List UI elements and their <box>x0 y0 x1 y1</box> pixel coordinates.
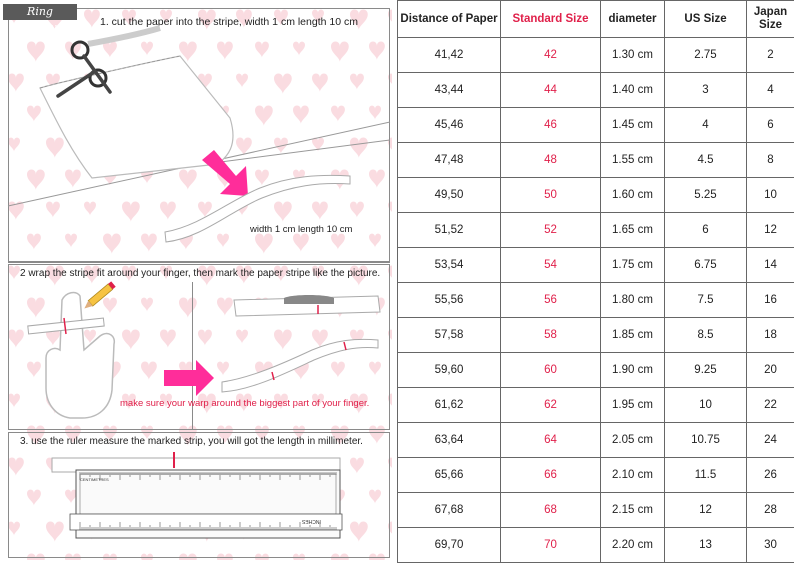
header-diameter: diameter <box>601 1 665 38</box>
step1-dimension-note: width 1 cm length 10 cm <box>250 224 352 235</box>
cell-us-size: 12 <box>665 493 747 528</box>
cell-us-size: 10 <box>665 388 747 423</box>
cell-us-size: 7.5 <box>665 283 747 318</box>
cell-standard-size: 54 <box>501 248 601 283</box>
table-row <box>398 528 794 563</box>
cell-japan-size: 24 <box>747 423 794 458</box>
table-row <box>398 388 794 423</box>
cell-standard-size: 66 <box>501 458 601 493</box>
cell-distance-of-paper: 67,68 <box>398 493 501 528</box>
cell-japan-size: 30 <box>747 528 794 563</box>
step3-instruction: 3. use the ruler measure the marked strip, you will got the length in millimeter. <box>20 436 363 447</box>
table-row <box>398 38 794 73</box>
cell-distance-of-paper: 69,70 <box>398 528 501 563</box>
cell-japan-size: 20 <box>747 353 794 388</box>
table-row <box>398 213 794 248</box>
step1-instruction: 1. cut the paper into the stripe, width 1 cm length 10 cm <box>100 16 358 28</box>
cell-distance-of-paper: 53,54 <box>398 248 501 283</box>
cell-standard-size: 56 <box>501 283 601 318</box>
step1-paper-stripe <box>165 175 350 242</box>
table-row <box>398 73 794 108</box>
cell-diameter: 1.80 cm <box>601 283 665 318</box>
cell-diameter: 2.20 cm <box>601 528 665 563</box>
cell-diameter: 2.10 cm <box>601 458 665 493</box>
cell-standard-size: 58 <box>501 318 601 353</box>
cell-us-size: 2.75 <box>665 38 747 73</box>
cell-diameter: 1.60 cm <box>601 178 665 213</box>
cell-standard-size: 52 <box>501 213 601 248</box>
cell-japan-size: 16 <box>747 283 794 318</box>
pencil-icon <box>82 281 116 311</box>
cell-japan-size: 6 <box>747 108 794 143</box>
cell-diameter: 1.95 cm <box>601 388 665 423</box>
cell-us-size: 3 <box>665 73 747 108</box>
cell-us-size: 10.75 <box>665 423 747 458</box>
cell-us-size: 9.25 <box>665 353 747 388</box>
cell-standard-size: 42 <box>501 38 601 73</box>
table-row <box>398 248 794 283</box>
cell-standard-size: 68 <box>501 493 601 528</box>
cell-diameter: 1.45 cm <box>601 108 665 143</box>
step2-warning-note: make sure your warp around the biggest part of your finger. <box>120 398 369 409</box>
ruler-illustration <box>52 452 342 538</box>
cell-japan-size: 10 <box>747 178 794 213</box>
cell-diameter: 1.65 cm <box>601 213 665 248</box>
step2-curved-strip <box>222 339 378 392</box>
table-row <box>398 108 794 143</box>
cell-distance-of-paper: 65,66 <box>398 458 501 493</box>
cell-distance-of-paper: 61,62 <box>398 388 501 423</box>
cell-japan-size: 22 <box>747 388 794 423</box>
cell-us-size: 11.5 <box>665 458 747 493</box>
cell-standard-size: 44 <box>501 73 601 108</box>
table-row <box>398 423 794 458</box>
cell-standard-size: 62 <box>501 388 601 423</box>
cell-japan-size: 8 <box>747 143 794 178</box>
cell-distance-of-paper: 49,50 <box>398 178 501 213</box>
cell-us-size: 8.5 <box>665 318 747 353</box>
ruler-centimetres-label: CENTIMETRES <box>80 477 109 482</box>
header-japan-size: Japan Size <box>747 1 794 38</box>
cell-diameter: 1.90 cm <box>601 353 665 388</box>
cell-distance-of-paper: 63,64 <box>398 423 501 458</box>
cell-distance-of-paper: 45,46 <box>398 108 501 143</box>
cell-us-size: 6 <box>665 213 747 248</box>
table-row <box>398 493 794 528</box>
cell-japan-size: 18 <box>747 318 794 353</box>
cell-standard-size: 70 <box>501 528 601 563</box>
table-row <box>398 458 794 493</box>
paper-sheet-illustration <box>40 28 233 178</box>
table-row <box>398 178 794 213</box>
cell-distance-of-paper: 51,52 <box>398 213 501 248</box>
cell-diameter: 2.15 cm <box>601 493 665 528</box>
cell-distance-of-paper: 57,58 <box>398 318 501 353</box>
cell-standard-size: 60 <box>501 353 601 388</box>
cell-diameter: 1.85 cm <box>601 318 665 353</box>
ring-size-table-container <box>397 0 794 560</box>
ruler-inches-label: INCHES <box>301 518 321 524</box>
cell-diameter: 1.55 cm <box>601 143 665 178</box>
cell-diameter: 1.75 cm <box>601 248 665 283</box>
table-row <box>398 283 794 318</box>
table-header-row <box>398 1 794 38</box>
cell-distance-of-paper: 55,56 <box>398 283 501 318</box>
hand-finger-illustration <box>28 293 115 418</box>
cell-distance-of-paper: 59,60 <box>398 353 501 388</box>
ring-size-table <box>397 0 794 563</box>
marked-strip-illustration <box>234 295 380 316</box>
table-row <box>398 143 794 178</box>
cell-standard-size: 50 <box>501 178 601 213</box>
cell-diameter: 1.40 cm <box>601 73 665 108</box>
header-standard-size: Standard Size <box>501 1 601 38</box>
brand-logo: Ring Engrave <box>3 4 77 20</box>
step2-instruction: 2 wrap the stripe fit around your finger, then mark the paper stripe like the picture. <box>20 268 380 279</box>
table-row <box>398 353 794 388</box>
cell-standard-size: 64 <box>501 423 601 458</box>
cell-standard-size: 46 <box>501 108 601 143</box>
cell-us-size: 6.75 <box>665 248 747 283</box>
cell-distance-of-paper: 47,48 <box>398 143 501 178</box>
header-us-size: US Size <box>665 1 747 38</box>
header-distance-of-paper: Distance of Paper <box>398 1 501 38</box>
cell-us-size: 4.5 <box>665 143 747 178</box>
cell-distance-of-paper: 43,44 <box>398 73 501 108</box>
cell-japan-size: 2 <box>747 38 794 73</box>
cell-japan-size: 14 <box>747 248 794 283</box>
cell-distance-of-paper: 41,42 <box>398 38 501 73</box>
cell-us-size: 13 <box>665 528 747 563</box>
cell-diameter: 2.05 cm <box>601 423 665 458</box>
cell-japan-size: 28 <box>747 493 794 528</box>
table-row <box>398 318 794 353</box>
step2-arrow-icon <box>164 360 214 396</box>
cell-standard-size: 48 <box>501 143 601 178</box>
cell-japan-size: 4 <box>747 73 794 108</box>
cell-diameter: 1.30 cm <box>601 38 665 73</box>
cell-japan-size: 26 <box>747 458 794 493</box>
cell-us-size: 4 <box>665 108 747 143</box>
cell-us-size: 5.25 <box>665 178 747 213</box>
sizing-guide-panel <box>0 0 392 560</box>
cell-japan-size: 12 <box>747 213 794 248</box>
guide-illustrations <box>0 0 392 560</box>
